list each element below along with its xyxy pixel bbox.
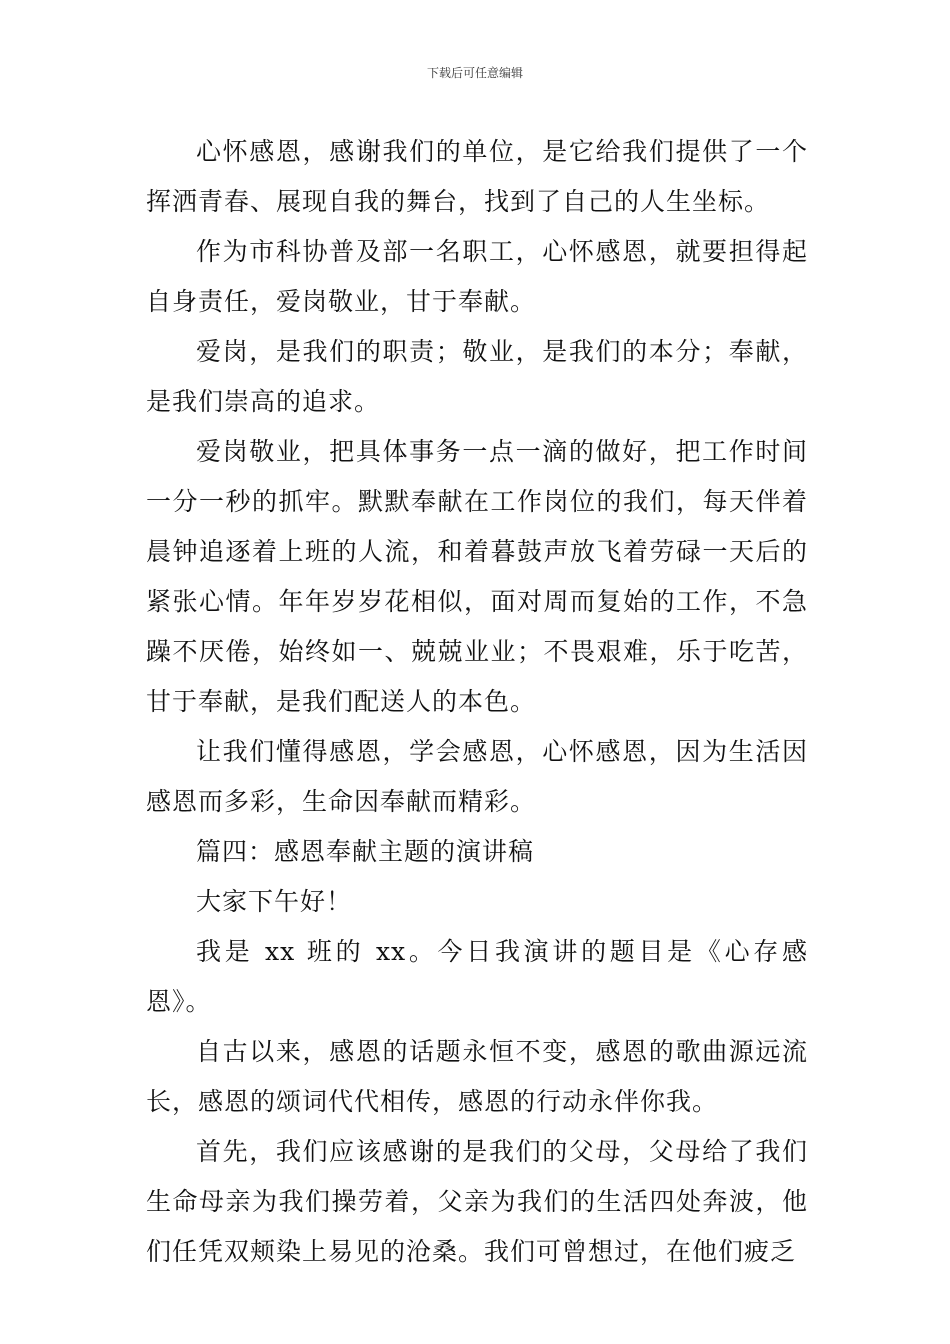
page-header: 下载后可任意编辑 bbox=[426, 66, 523, 80]
paragraph: 首先，我们应该感谢的是我们的父母，父母给了我们生命母亲为我们操劳着，父亲为我们的生活四处奔波，他们任凭双颊染上易见的沧桑。我们可曾想过，在他们疲乏 bbox=[146, 1137, 808, 1266]
document-body bbox=[146, 127, 808, 1277]
paragraph: 心怀感恩，感谢我们的单位，是它给我们提供了一个挥洒青春、展现自我的舞台，找到了自己的人生坐标。 bbox=[146, 137, 808, 216]
paragraph: 我是 xx 班的 xx。今日我演讲的题目是《心存感恩》。 bbox=[146, 937, 808, 1016]
paragraph: 让我们懂得感恩，学会感恩，心怀感恩，因为生活因感恩而多彩，生命因奉献而精彩。 bbox=[146, 737, 808, 816]
greeting: 大家下午好！ bbox=[196, 887, 353, 916]
paragraph: 爱岗，是我们的职责；敬业，是我们的本分；奉献，是我们崇高的追求。 bbox=[146, 337, 808, 416]
paragraph: 作为市科协普及部一名职工，心怀感恩，就要担得起自身责任，爱岗敬业，甘于奉献。 bbox=[146, 237, 808, 316]
section-title: 篇四：感恩奉献主题的演讲稿 bbox=[196, 837, 535, 866]
paragraph: 爱岗敬业，把具体事务一点一滴的做好，把工作时间一分一秒的抓牢。默默奉献在工作岗位的我们，每天伴着晨钟追逐着上班的人流，和着暮鼓声放飞着劳碌一天后的紧张心情。年年岁岁花相似，面对周而复始的工作，不急躁不厌倦，始终如一、兢兢业业；不畏艰难，乐于吃苦，甘于奉献，是我们配送人的本色。 bbox=[146, 437, 808, 716]
paragraph: 自古以来，感恩的话题永恒不变，感恩的歌曲源远流长，感恩的颂词代代相传，感恩的行动永伴你我。 bbox=[146, 1037, 808, 1116]
